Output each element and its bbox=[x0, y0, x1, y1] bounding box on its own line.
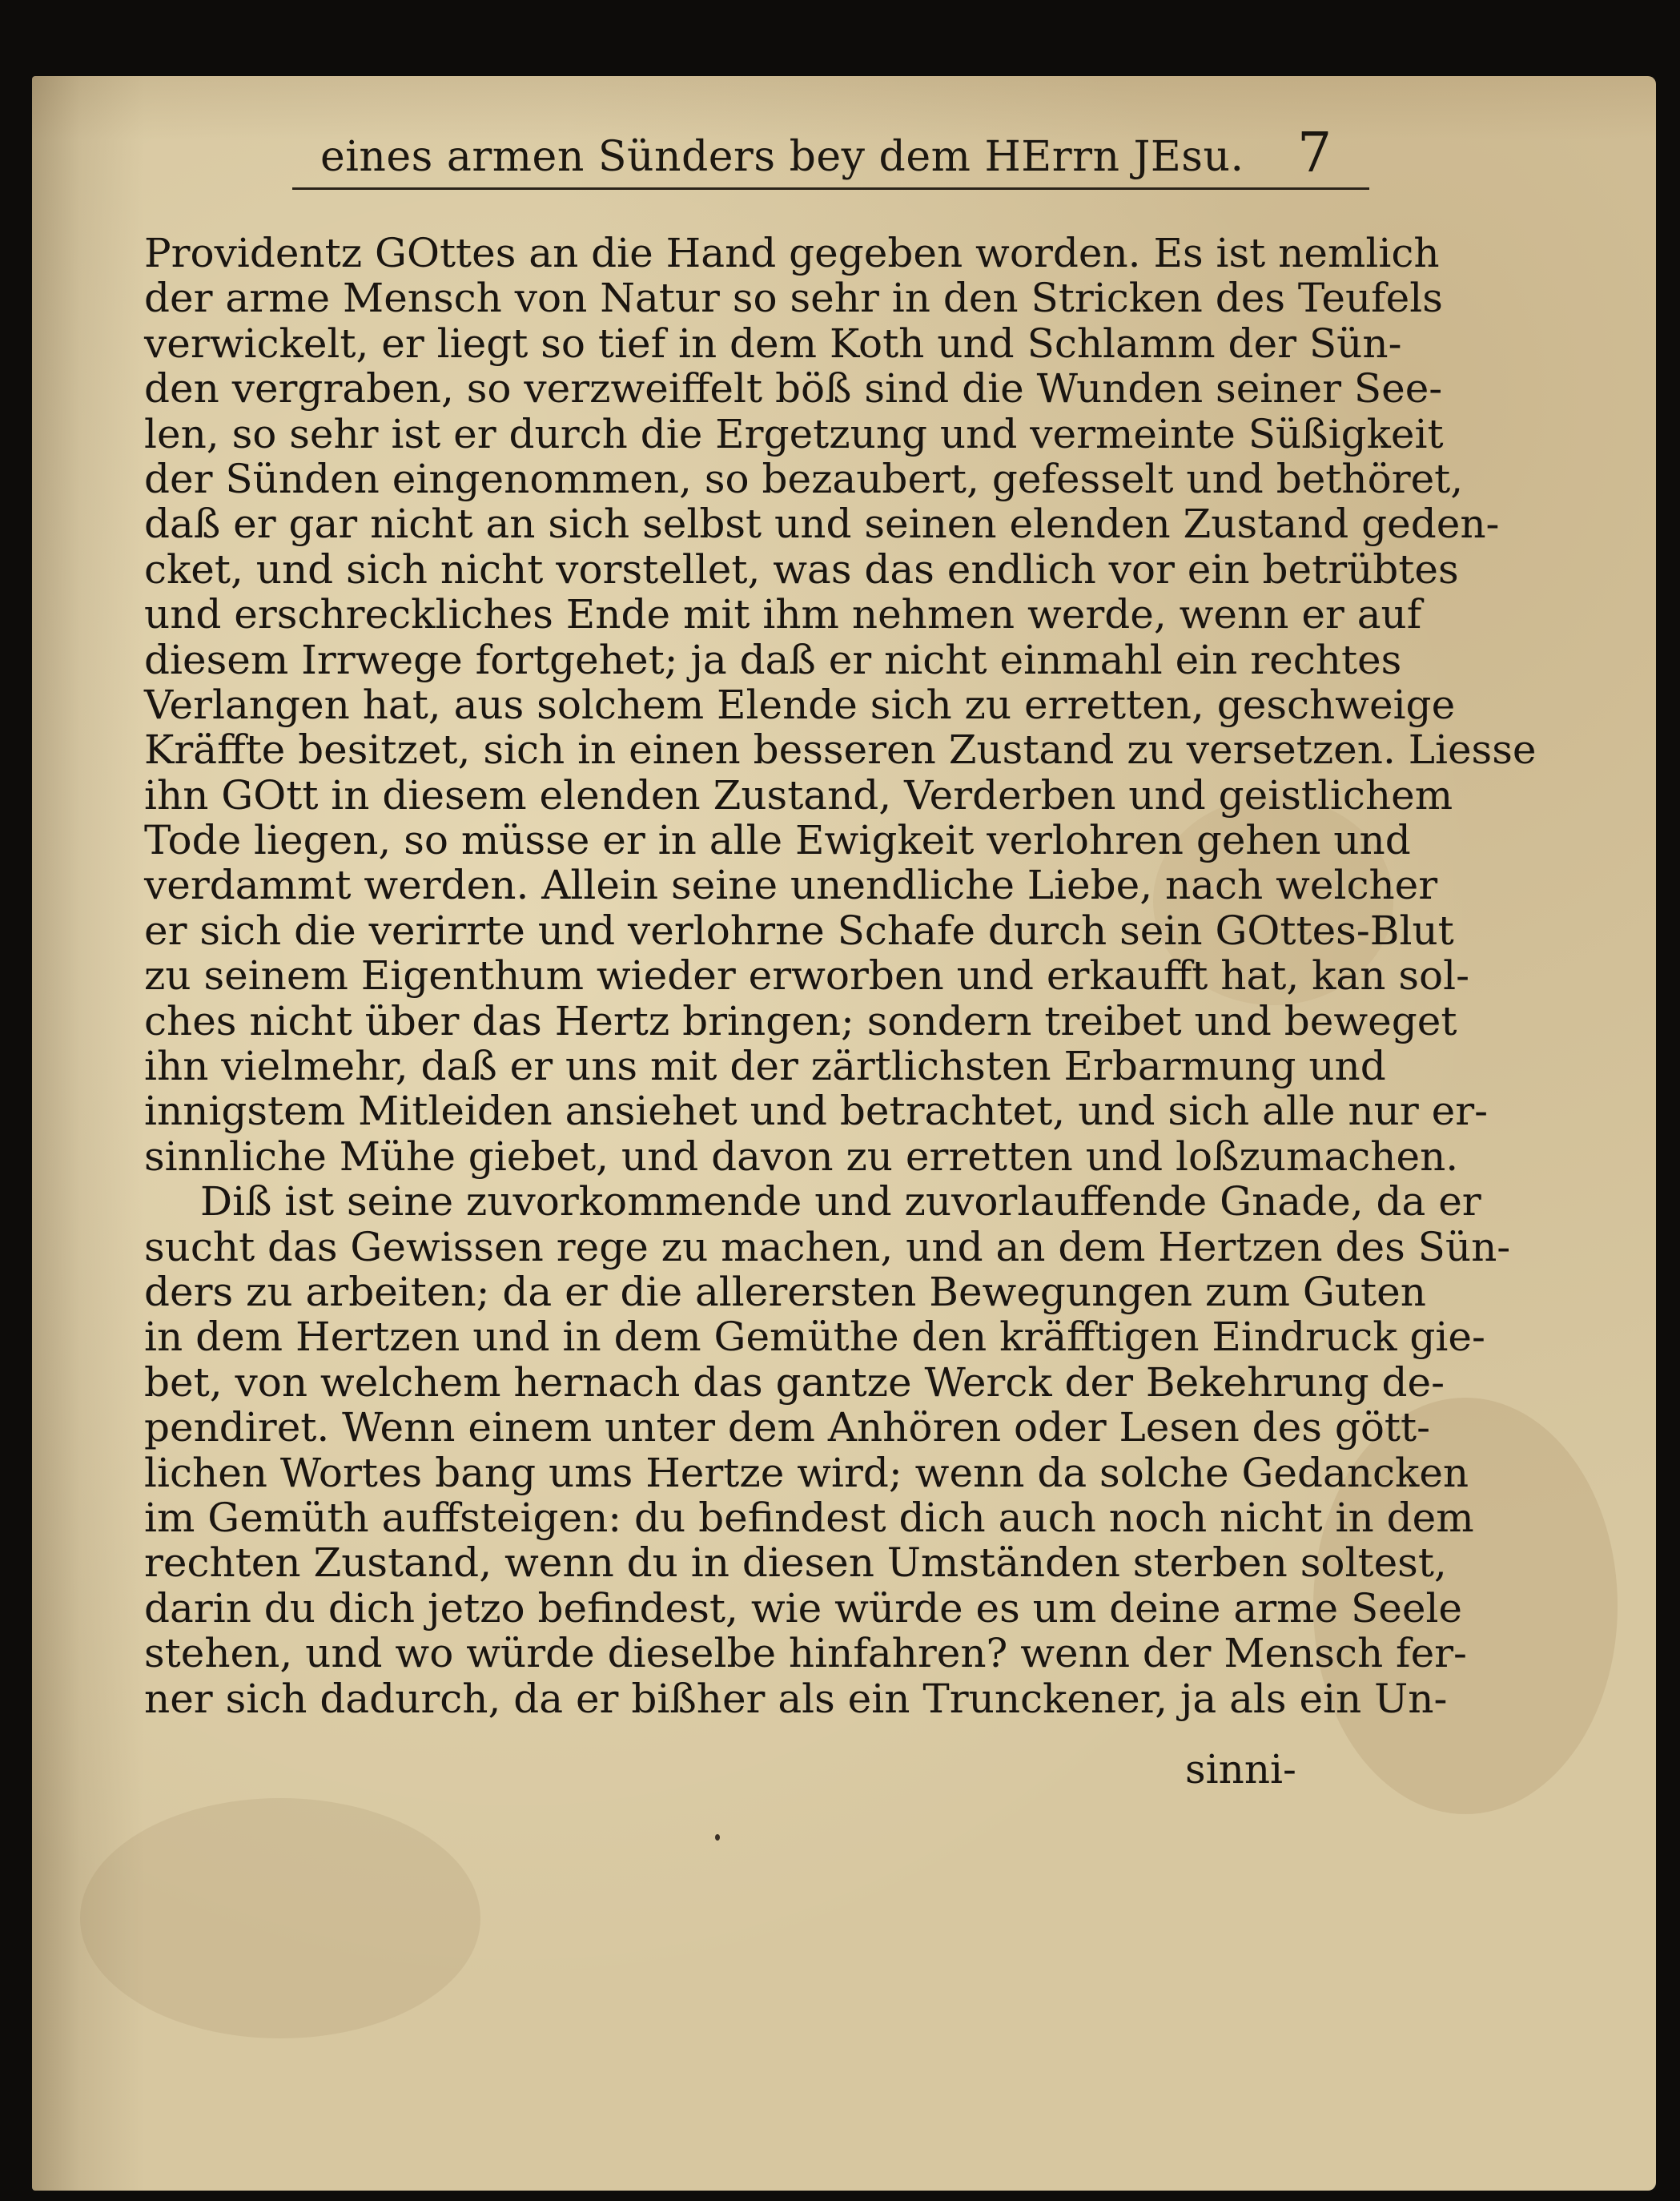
text-line: der arme Mensch von Natur so sehr in den Stricken des Teufels bbox=[144, 275, 1443, 322]
text-line: daß er gar nicht an sich selbst und seinen elenden Zustand geden- bbox=[144, 501, 1500, 548]
text-line: pendiret. Wenn einem unter dem Anhören oder Lesen des gött- bbox=[144, 1404, 1431, 1451]
text-line: im Gemüth auffsteigen: du befindest dich auch noch nicht in dem bbox=[144, 1494, 1474, 1541]
running-title: eines armen Sünders bey dem HErrn JEsu. bbox=[320, 133, 1244, 181]
text-line: Tode liegen, so müsse er in alle Ewigkeit verlohren gehen und bbox=[144, 817, 1411, 864]
text-line: ihn vielmehr, daß er uns mit der zärtlichsten Erbarmung und bbox=[144, 1043, 1386, 1090]
text-line: er sich die verirrte und verlohrne Schafe durch sein GOttes-Blut bbox=[144, 907, 1454, 954]
text-line: der Sünden eingenommen, so bezaubert, gefesselt und bethöret, bbox=[144, 455, 1464, 502]
header-rule bbox=[292, 187, 1369, 190]
text-line: cket, und sich nicht vorstellet, was das endlich vor ein betrübtes bbox=[144, 545, 1459, 593]
text-line: stehen, und wo würde dieselbe hinfahren? wenn der Mensch fer- bbox=[144, 1630, 1467, 1677]
text-line: in dem Hertzen und in dem Gemüthe den kräfftigen Eindruck gie- bbox=[144, 1314, 1485, 1361]
text-line: len, so sehr ist er durch die Ergetzung und vermeinte Süßigkeit bbox=[144, 410, 1444, 457]
text-line: zu seinem Eigenthum wieder erworben und erkaufft hat, kan sol- bbox=[144, 952, 1469, 1000]
text-line: ner sich dadurch, da er bißher als ein Trunckener, ja als ein Un- bbox=[144, 1675, 1448, 1722]
page-number: 7 bbox=[1297, 122, 1332, 185]
text-line: Providentz GOttes an die Hand gegeben worden. Es ist nemlich bbox=[144, 230, 1440, 276]
text-line: sucht das Gewissen rege zu machen, und an dem Hertzen des Sün- bbox=[144, 1223, 1511, 1270]
text-line: und erschreckliches Ende mit ihm nehmen werde, wenn er auf bbox=[144, 591, 1422, 638]
text-line: bet, von welchem hernach das gantze Werck der Bekehrung de- bbox=[144, 1358, 1445, 1406]
text-line: lichen Wortes bang ums Hertze wird; wenn da solche Gedancken bbox=[144, 1449, 1469, 1496]
text-line: darin du dich jetzo befindest, wie würde es um deine arme Seele bbox=[144, 1584, 1463, 1632]
text-line: Verlangen hat, aus solchem Elende sich zu erretten, geschweige bbox=[144, 681, 1456, 728]
text-line: Kräffte besitzet, sich in einen besseren Zustand zu versetzen. Liesse bbox=[144, 726, 1537, 774]
text-line: ches nicht über das Hertz bringen; sondern treibet und beweget bbox=[144, 997, 1457, 1044]
text-line: verdammt werden. Allein seine unendliche Liebe, nach welcher bbox=[144, 862, 1438, 909]
text-line: rechten Zustand, wenn du in diesen Umständen sterben soltest, bbox=[144, 1539, 1447, 1587]
text-line: den vergraben, so verzweiffelt böß sind die Wunden seiner See- bbox=[144, 365, 1443, 412]
text-line: innigstem Mitleiden ansiehet und betrachtet, und sich alle nur er- bbox=[144, 1088, 1489, 1135]
text-line: diesem Irrwege fortgehet; ja daß er nicht einmahl ein rechtes bbox=[144, 636, 1402, 683]
water-stain bbox=[80, 1798, 480, 2038]
text-line: verwickelt, er liegt so tief in dem Koth und Schlamm der Sün- bbox=[144, 320, 1402, 367]
text-line: ders zu arbeiten; da er die allerersten Bewegungen zum Guten bbox=[144, 1268, 1426, 1315]
running-head bbox=[292, 119, 1373, 207]
body-text bbox=[144, 230, 1537, 1722]
catchword: sinni- bbox=[1185, 1746, 1296, 1793]
ink-speck bbox=[715, 1834, 720, 1841]
text-line: ihn GOtt in diesem elenden Zustand, Verderben und geistlichem bbox=[144, 771, 1453, 819]
text-line: Diß ist seine zuvorkommende und zuvorlauffende Gnade, da er bbox=[200, 1178, 1481, 1225]
text-line: sinnliche Mühe giebet, und davon zu erretten und loßzumachen. bbox=[144, 1133, 1459, 1180]
